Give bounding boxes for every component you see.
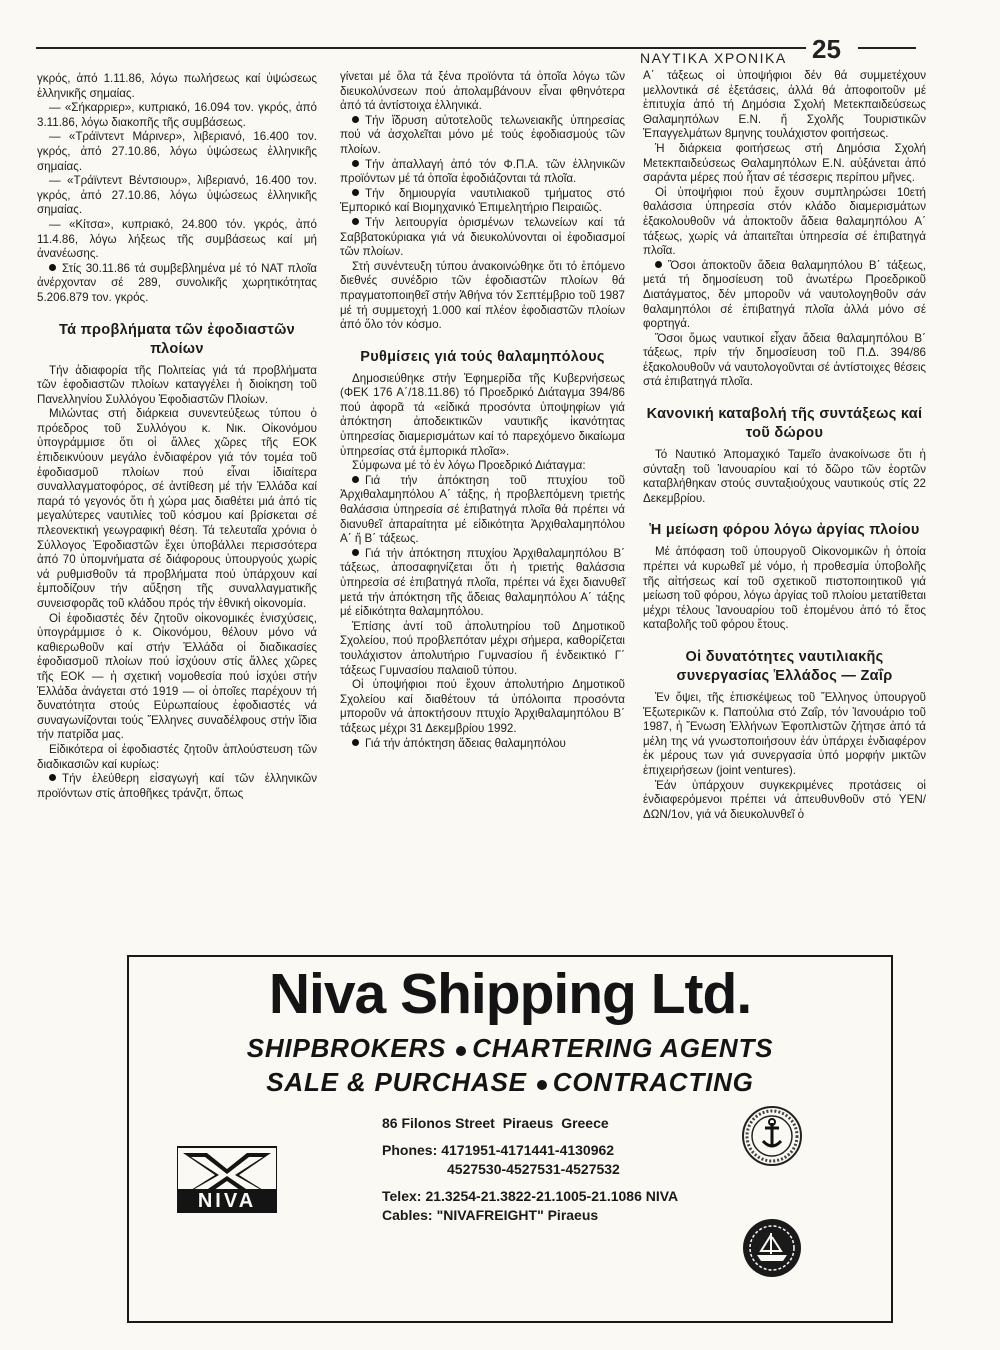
bullet-paragraph — [340, 187, 625, 216]
cables-label: Cables: — [382, 1207, 433, 1223]
paragraph: Τήν ἀδιαφορία τῆς Πολιτείας γιά τά προβλήματα τῶν ἐφοδιαστῶν πλοίων καταγγέλει ἡ διοίκηση τοῦ Πανελληνίου Συλλόγου Ἐφοδιαστῶν Πλοίων. — [37, 363, 317, 406]
paragraph: γίνεται μέ ὅλα τά ξένα προϊόντα τά ὁποῖα λόγω τῶν διευκολύνσεων πού ἀπολαμβάνουν εἶναι φθηνότερα ἀπό τά ἀντίστοιχα ἑλληνικά. — [340, 70, 625, 113]
bullet-text: Γιά τήν ἀπόκτηση πτυχίου Ἀρχιθαλαμηπόλου Β΄ τάξεως, ἀποσαφηνίζεται ὅτι ἡ τριετής θαλάσσια ὑπηρεσία σέ ἐπιβατηγά πλοῖα, πρέπει νά ἔχει διανυθεῖ μετά τήν ἀπόκτηση τῆς ἄδειας θαλαμηπόλου Α΄ τάξης μέ εἰδικότητα θαλαμηπόλου. — [340, 546, 625, 619]
cables-line — [382, 1207, 602, 1223]
service-text: SHIPBROKERS — [246, 1033, 447, 1063]
paragraph: Μέ ἀπόφαση τοῦ ὑπουργοῦ Οἰκονομικῶν ἡ ὁποία πρέπει νά κυρωθεῖ μέ νόμο, ἡ προθεσμία ὑποβολῆς τῆς αἰτήσεως καί τοῦ σχετικοῦ πιστοποιητικοῦ γιά μείωση τοῦ φόρου, λόγω ἀργίας τοῦ πλοίου μετατίθεται μέχρι τέλους Ἰανουαρίου τοῦ ἑπομένου ἀπό τό ἔτος καταβολῆς τοῦ φόρου ἔτους. — [643, 545, 926, 632]
bullet-text: Στίς 30.11.86 τά συμβεβλημένα μέ τό ΝΑΤ πλοῖα ἀνέρχονταν σέ 289, συνολικῆς χωρητικότητας 5.206.879 τον. γκρός. — [37, 261, 317, 304]
bullet-icon — [456, 1046, 466, 1056]
column-3 — [643, 69, 926, 822]
bullet-icon — [537, 1080, 547, 1090]
bullet-text: Τήν ἐλεύθερη εἰσαγωγή καί τῶν ἑλληνικῶν προϊόντων στίς ἀποθῆκες τράνζιτ, ὅπως — [37, 772, 317, 800]
bullet-text: Τήν δημιουργία ναυτιλιακοῦ τμήματος στό Ἐμπορικό καί Βιομηχανικό Ἐπιμελητήριο Πειραιῶς. — [340, 186, 625, 215]
bullet-text: Ὅσοι ἀποκτοῦν ἄδεια θαλαμηπόλου Β΄ τάξεως, μετά τή δημοσίευση τοῦ ἀνωτέρω Προεδρικοῦ Διατάγματος, δέν μποροῦν νά ναυτολογηθοῦν σάν θαλαμηπόλοι σέ ἐπιβατηγά πλοῖα ἀλλά μόνο σέ φορτηγά. — [643, 258, 926, 331]
telex-numbers: 21.3254-21.3822-21.1005-21.1086 NIVA — [425, 1188, 679, 1204]
paragraph: — «Τράϊντεντ Βέντσιουρ», λιβεριανό, 16.400 τον. γκρός, ἀπό 27.10.86, λόγω ὑψώσεως ἑλληνικῆς σημαίας. — [37, 174, 317, 217]
publication-title: ΝΑΥΤΙΚΑ ΧΡΟΝΙΚΑ — [640, 50, 787, 66]
header-rule-right — [858, 47, 916, 49]
phones-label: Phones: — [382, 1142, 438, 1158]
service-text: CONTRACTING — [552, 1067, 754, 1097]
bullet-paragraph — [340, 474, 625, 547]
bullet-text: Γιά τήν ἀπόκτηση τοῦ πτυχίου τοῦ Ἀρχιθαλαμηπόλου Α΄ τάξης, ἡ προβλεπόμενη τριετής θαλάσσια ὑπηρεσία σέ ἐπιβατηγά πλοῖα θά πρέπει νά διανυθεῖ ἀπαραίτητα μέ εἰδικότητα Ἀρχιθαλαμηπόλου Α΄ ἤ Β΄ τάξεως. — [340, 473, 625, 546]
phones-line-1 — [382, 1142, 618, 1158]
header-rule-left — [36, 47, 806, 49]
article-heading: Τά προβλήματα τῶν ἐφοδιαστῶν πλοίων — [59, 321, 295, 357]
paragraph: Ἡ διάρκεια φοιτήσεως στή Δημόσια Σχολή Μετεκπαιδεύσεως Θαλαμηπόλων Ε.Ν. αὐξάνεται ἀπό σαράντα μέρες πού ἦταν σέ τέσσερις περίπου μῆνες. — [643, 141, 926, 185]
telex-label: Telex: — [382, 1188, 422, 1204]
niva-shipping-advertisement — [127, 955, 893, 1323]
bullet-paragraph — [340, 216, 625, 260]
bullet-icon — [352, 549, 359, 556]
paragraph: — «Τράϊντεντ Μάρινερ», λιβεριανό, 16.400 τον. γκρός, ἀπό 27.10.86, λόγω ὑψώσεως ἑλληνικῆς σημαίας. — [37, 130, 317, 173]
logo-label: NIVA — [177, 1189, 277, 1213]
bullet-icon — [49, 264, 56, 271]
paragraph: Σύμφωνα μέ τό ἐν λόγω Προεδρικό Διάταγμα: — [352, 459, 586, 473]
company-name: Niva Shipping Ltd. — [268, 962, 752, 1026]
bullet-icon — [352, 189, 359, 196]
service-text: SALE & PURCHASE — [266, 1067, 527, 1097]
bullet-icon — [352, 739, 359, 746]
paragraph: Ἐάν ὑπάρχουν συγκεκριμένες προτάσεις οἱ ἐνδιαφερόμενοι πρέπει νά ἀπευθυνθοῦν στό ΥΕΝ/ΔΩΝ/1ον, γιά νά διευκολυνθεῖ ὁ — [643, 778, 926, 821]
paragraph: Ἐν ὄψει, τῆς ἐπισκέψεως τοῦ Ἕλληνος ὑπουργοῦ Ἐξωτερικῶν κ. Παπούλια στό Ζαΐρ, τόν Ἰανουάριο τοῦ 1987, ἡ Ἕνωση Ἑλλήνων Ἐφοπλιστῶν ζήτησε ἀπό τά μέλη της νά γνωστοποιήσουν ἐάν ὑπάρχει ἐνδιαφέρον ἐκ μέρους των γιά συνεργασία ὑπό μορφήν μικτῶν ἐπιχειρήσεων (joint ventures). — [643, 691, 926, 777]
anchor-seal-icon — [741, 1105, 803, 1167]
article-heading: Οἱ δυνατότητες ναυτιλιακῆς συνεργασίας Ἑλλάδος — Ζαΐρ — [676, 649, 893, 684]
telex-line — [382, 1188, 682, 1204]
address — [382, 1115, 613, 1131]
column-2 — [340, 70, 625, 751]
paragraph: — «Σήκαρριερ», κυπριακό, 16.094 τον. γκρός, ἀπό 3.11.86, λόγω διακοπῆς τῆς συμβάσεως. — [37, 101, 317, 129]
paragraph: Εἰδικότερα οἱ ἐφοδιαστές ζητοῦν ἁπλούστευση τῶν διαδικασιῶν καί κυρίως: — [37, 742, 317, 771]
services-line-1 — [129, 1033, 891, 1064]
bullet-icon — [49, 774, 56, 781]
article-heading: Ρυθμίσεις γιά τούς θαλαμηπόλους — [360, 348, 605, 365]
paragraph: Α΄ τάξεως οἱ ὑποψήφιοι δέν θά συμμετέχουν μελλοντικά σέ ἐξετάσεις, ἀλλά θά ἀποφοιτοῦν μέ ἐπιτυχία ἀπό τή Δημόσια Σχολή Μετεκπαιδεύσεως Θαλαμηπόλων Ε.Ν. ἤ Σχολῆς Τουριστικῶν Ἐπαγγελμάτων 8μηνης τουλάχιστον φοιτήσεως. — [643, 69, 926, 141]
paragraph: Οἱ ὑποψήφιοι πού ἔχουν συμπληρώσει 10ετή θαλάσσια ὑπηρεσία στόν κλάδο διαμερισμάτων ἐξακολουθοῦν νά ἀποκτοῦν ἄδεια θαλαμηπόλου Α΄ τάξεως, χωρίς νά ἀπαιτεῖται ὑπηρεσία σέ ἐπιβατηγά πλοῖα. — [643, 185, 926, 258]
cables-address: "NIVAFREIGHT" Piraeus — [436, 1207, 599, 1223]
paragraph: Ἐπίσης ἀντί τοῦ ἀπολυτηρίου τοῦ Δημοτικοῦ Σχολείου, πού προβλεπόταν μέχρι σήμερα, καθορίζεται τουλάχιστον ἀπολυτήριο Γυμνασίου ἤ ἐνδεικτικό Γ΄ τάξεως Γυμνασίου παλαιοῦ τύπου. — [340, 619, 625, 677]
paragraph: γκρός, ἀπό 1.11.86, λόγω πωλήσεως καί ὑψώσεως ἑλληνικῆς σημαίας. — [37, 72, 317, 100]
paragraph: Ὅσοι ὅμως ναυτικοί εἶχαν ἄδεια θαλαμηπόλου Β΄ τάξεως, πρίν τήν δημοσίευση τοῦ Π.Δ. 394/86 ἐξακολουθοῦν νά ναυτολογοῦνται σέ ἀντίστοιχες θέσεις στά ἐπιβατηγά πλοῖα. — [643, 331, 926, 389]
bullet-icon — [352, 476, 359, 483]
bullet-icon — [352, 116, 359, 123]
article-heading: Κανονική καταβολή τῆς συντάξεως καί τοῦ δώρου — [646, 406, 923, 442]
bullet-icon — [352, 218, 359, 225]
paragraph: Μιλώντας στή διάρκεια συνεντεύξεως τύπου ὁ πρόεδρος τοῦ Συλλόγου κ. Νικ. Οἰκονόμου ὑπογράμμισε ὅτι οἱ ἄλλες χῶρες τῆς ΕΟΚ ἐπιδεικνύουν μεγάλο ἐνδιαφέρον γιά τόν τομέα τοῦ ἐφοδιασμοῦ πλοίων πού εἶναι ἰδιαίτερα συναλλαγματοφόρος, σέ ἀντίθεση μέ τήν Ἑλλάδα καί παρά τό γεγονός ὅτι ἡ χώρα μας διαθέτει μιά ἀπό τίς μεγαλύτερες ναυτιλίες τοῦ κόσμου καί βρίσκεται σέ πλεονεκτική γεωγραφική θέση. Τά τελευταῖα χρόνια ὁ Σύλλογος Ἐφοδιαστῶν ἔχει ὑποβάλλει περισσότερα ἀπό 70 ὑπομνήματα σέ διάφορους ὑπουργούς χωρίς νά ρυθμισθοῦν τά προβλήματα πού ὑπάρχουν καί ἐμποδίζουν τήν αὔξηση τῆς συναλλαγματικῆς συνεισφορᾶς τοῦ κλάδου πρός τήν ἐθνική οἰκονομία. — [37, 407, 317, 610]
paragraph: Οἱ ὑποψήφιοι πού ἔχουν ἀπολυτήριο Δημοτικοῦ Σχολείου καί διαθέτουν τά ὑπόλοιπα προσόντα μποροῦν νά ἀποκτήσουν πτυχίο Ἀρχιθαλαμηπόλου Β΄ τάξεως μέχρι 31 Δεκεμβρίου 1992. — [340, 678, 625, 735]
paragraph: Τό Ναυτικό Ἀπομαχικό Ταμεῖο ἀνακοίνωσε ὅτι ἡ σύνταξη τοῦ Ἰανουαρίου καί τό δῶρο τῶν ἑορτῶν καταβλήθηκαν στούς συνταξιούχους ναυτικούς στίς 22 Δεκεμβρίου. — [643, 448, 926, 505]
bullet-paragraph — [643, 259, 926, 332]
address-city: Piraeus — [502, 1115, 554, 1131]
service-text: CHARTERING AGENTS — [472, 1033, 774, 1063]
column-1 — [37, 72, 317, 801]
address-street: 86 Filonos Street — [382, 1115, 495, 1131]
paragraph: Στή συνέντευξη τύπου ἀνακοινώθηκε ὅτι τό ἑπόμενο διεθνές συνέδριο τῶν ἐφοδιαστῶν πλοίων θά πραγματοποιηθεῖ στήν Ἀθήνα τόν Σεπτέμβριο τοῦ 1987 μέ τή συμμετοχή 1.000 καί πλέον ἐφοδιαστῶν πλοίων ἀπό ὅλο τόν κόσμο. — [340, 259, 625, 332]
bullet-text: Τήν λειτουργία ὁρισμένων τελωνείων καί τά Σαββατοκύριακα γιά νά διευκολύνονται οἱ ἐφοδιασμοί τῶν πλοίων. — [340, 215, 625, 259]
paragraph: — «Κίτσα», κυπριακό, 24.800 τόν. γκρός, ἀπό 11.4.86, λόγω λήξεως τῆς συμβάσεως καί μή ἀνανέωσης. — [37, 217, 317, 261]
bullet-icon — [655, 261, 662, 268]
bullet-paragraph — [340, 114, 625, 158]
bullet-icon — [352, 160, 359, 167]
phone-numbers: 4171951-4171441-4130962 — [441, 1142, 615, 1158]
bullet-paragraph — [340, 547, 625, 620]
bullet-paragraph — [340, 158, 625, 187]
article-heading: Ἡ μείωση φόρου λόγω ἀργίας πλοίου — [649, 522, 920, 539]
address-country: Greece — [561, 1115, 609, 1131]
phones-line-2: 4527530-4527531-4527532 — [447, 1161, 620, 1177]
bullet-text: Γιά τήν ἀπόκτηση ἄδειας θαλαμηπόλου — [365, 736, 566, 750]
bullet-paragraph — [37, 772, 317, 801]
paragraph: Δημοσιεύθηκε στήν Ἐφημερίδα τῆς Κυβερνήσεως (ΦΕΚ 176 Α΄/18.11.86) τό Προεδρικό Διάταγμα 394/86 πού ἀφορᾶ τά «εἰδικά προσόντα ὑποψηφίων γιά ἀπόκτηση ἀποδεικτικῶν ναυτικῆς ἱκανότητας ὑπηρεσίας διαμερισμάτων καί τό παρεχόμενο δικαίωμα ὑπηρεσίας στά ἐμπορικά πλοῖα». — [340, 371, 625, 458]
bullet-paragraph — [340, 737, 625, 752]
bullet-paragraph — [37, 262, 317, 306]
paragraph: Οἱ ἐφοδιαστές δέν ζητοῦν οἰκονομικές ἐνισχύσεις, ὑπογράμμισε ὁ κ. Οἰκονόμου, θέλουν μόνο νά καθιερωθοῦν καί στήν Ἑλλάδα οἱ διαδικασίες ἐφοδιασμοῦ πλοίων πού ἰσχύουν στίς ἄλλες χῶρες τῆς ΕΟΚ — ἡ σχετική νομοθεσία πού ἰσχύει στήν Ἑλλάδα ἀνάγεται στό 1919 — οἱ ὁποῖες παρέχουν τή δυνατότητα στούς Εὐρωπαίους ἐφοδιαστές νά συναγωνίζονται τούς Ἕλληνες συναδέλφους στήν ἴδια τήν πατρίδα μας. — [37, 611, 317, 742]
services-line-2 — [129, 1067, 891, 1098]
ship-seal-icon — [741, 1217, 803, 1279]
bullet-text: Τήν ἀπαλλαγή ἀπό τόν Φ.Π.Α. τῶν ἑλληνικῶν προϊόντων μέ τά ὁποῖα ἐφοδιάζονται τά πλοῖα. — [340, 157, 625, 186]
bullet-text: Τήν ἵδρυση αὐτοτελοῦς τελωνειακῆς ὑπηρεσίας πού νά ἀσχολεῖται μόνο μέ τούς ἐφοδιασμούς τῶν πλοίων. — [340, 113, 625, 156]
page-number: 25 — [812, 34, 841, 64]
